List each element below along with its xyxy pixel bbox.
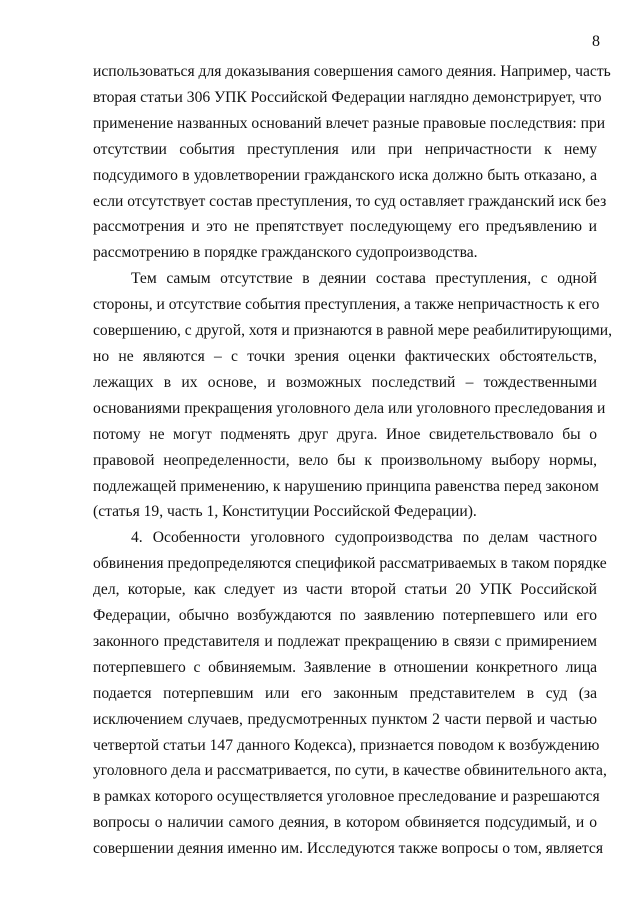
text-line: потерпевшего с обвиняемым. Заявление в отношении конкретного лица	[93, 658, 597, 676]
text-line: потому не могут подменять друг друга. Иное свидетельствовало бы о	[93, 425, 597, 443]
text-line: правовой неопределенности, вело бы к произвольному выбору нормы,	[93, 451, 597, 469]
text-line: рассмотрения и это не препятствует последующему его предъявлению и	[93, 218, 597, 236]
text-line: обвинения предопределяются спецификой рассматриваемых в таком порядке	[93, 555, 607, 573]
paragraph-2	[93, 266, 612, 525]
body-text	[93, 59, 612, 862]
text-line: вторая статьи 306 УПК Российской Федерации наглядно демонстрирует, что	[93, 88, 602, 106]
text-line: рассмотрению в порядке гражданского судопроизводства.	[93, 244, 478, 262]
text-line: отсутствии события преступления или при непричастности к нему	[93, 140, 597, 158]
text-line: законного представителя и подлежат прекращению в связи с примирением	[93, 632, 597, 650]
text-line: совершении деяния именно им. Исследуются также вопросы о том, является	[93, 840, 604, 858]
text-line: подсудимого в удовлетворении гражданского иска должно быть отказано, а	[93, 166, 597, 184]
text-line: если отсутствует состав преступления, то суд оставляет гражданский иск без	[93, 192, 607, 210]
text-line: вопросы о наличии самого деяния, в котором обвиняется подсудимый, и о	[93, 814, 597, 832]
text-line: совершению, с другой, хотя и признаются в равной мере реабилитирующими,	[93, 322, 612, 340]
text-line: но не являются – с точки зрения оценки фактических обстоятельств,	[93, 347, 597, 365]
text-line: применение названных оснований влечет разные правовые последствия: при	[93, 114, 606, 132]
text-line: уголовного дела и рассматривается, по сути, в качестве обвинительного акта,	[93, 762, 607, 780]
text-line: (статья 19, часть 1, Конституции Российской Федерации).	[93, 503, 477, 521]
text-line: Тем самым отсутствие в деянии состава преступления, с одной	[131, 270, 597, 288]
text-line: подается потерпевшим или его законным представителем в суд (за	[93, 684, 597, 702]
text-line: дел, которые, как следует из части второй статьи 20 УПК Российской	[93, 581, 597, 599]
text-line: 4. Особенности уголовного судопроизводства по делам частного	[131, 529, 597, 547]
paragraph-1	[93, 59, 611, 266]
text-line: стороны, и отсутствие события преступления, а также непричастность к его	[93, 296, 600, 314]
page-number: 8	[592, 33, 600, 50]
text-line: основаниями прекращения уголовного дела или уголовного преследования и	[93, 399, 606, 417]
text-line: подлежащей применению, к нарушению принципа равенства перед законом	[93, 477, 599, 495]
text-line: лежащих в их основе, и возможных последствий – тождественными	[93, 373, 597, 391]
text-line: Федерации, обычно возбуждаются по заявлению потерпевшего или его	[93, 607, 597, 625]
text-line: использоваться для доказывания совершения самого деяния. Например, часть	[93, 63, 611, 80]
text-line: четвертой статьи 147 данного Кодекса), признается поводом к возбуждению	[93, 736, 600, 754]
paragraph-3	[93, 525, 607, 862]
text-line: в рамках которого осуществляется уголовное преследование и разрешаются	[93, 788, 600, 806]
text-line: исключением случаев, предусмотренных пунктом 2 части первой и частью	[93, 710, 597, 728]
